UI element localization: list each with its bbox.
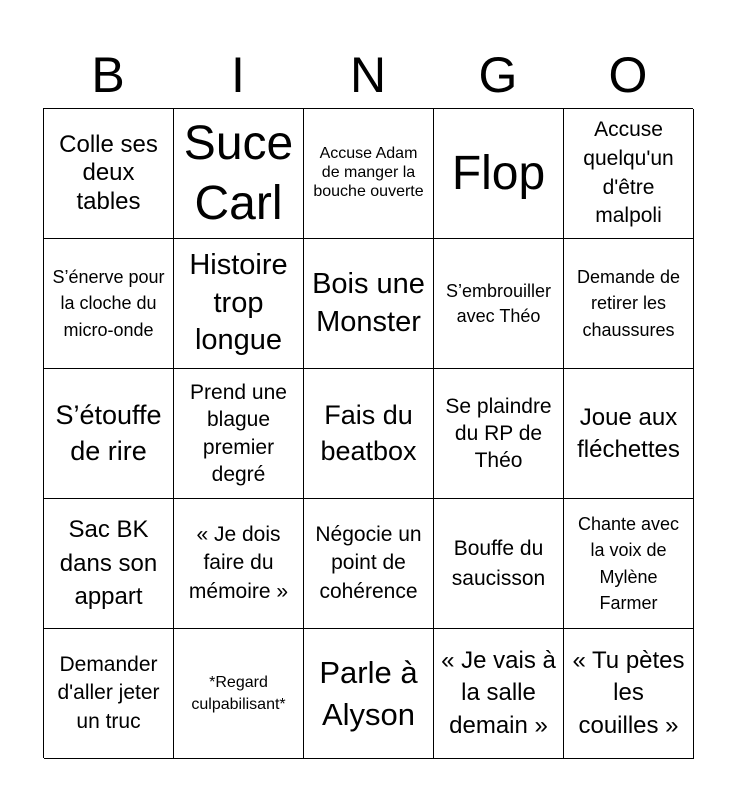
header-letter-i: I	[231, 47, 245, 103]
cell-text: Flop	[451, 146, 546, 200]
header-letter-g: G	[478, 47, 518, 103]
cell-text: Parle à Alyson	[319, 654, 418, 732]
header-letter-b: B	[91, 47, 125, 103]
bingo-cell[interactable]	[304, 369, 434, 499]
bingo-header	[43, 42, 693, 108]
cell-text: Se plaindre du RP de Théo	[445, 394, 552, 473]
bingo-cell[interactable]	[434, 629, 564, 759]
bingo-cell[interactable]	[564, 369, 694, 499]
bingo-cell[interactable]	[44, 369, 174, 499]
cell-text: S’étouffe de rire	[55, 400, 162, 466]
cell-text: Suce Carl	[183, 116, 294, 230]
cell-text: « Tu pètes les couilles »	[572, 646, 685, 739]
bingo-cell[interactable]	[304, 499, 434, 629]
cell-text: Demander d'aller jeter un truc	[57, 652, 160, 733]
cell-text: S’embrouiller avec Théo	[445, 281, 552, 326]
cell-text: Fais du beatbox	[320, 400, 417, 466]
header-letter-n: N	[349, 47, 387, 103]
cell-text: « Je dois faire du mémoire »	[188, 522, 289, 603]
cell-text: Joue aux fléchettes	[577, 404, 680, 463]
bingo-cell[interactable]	[434, 369, 564, 499]
bingo-cell[interactable]	[434, 499, 564, 629]
cell-text: Sac BK dans son appart	[59, 516, 158, 611]
bingo-cell[interactable]	[564, 109, 694, 239]
bingo-cell[interactable]	[304, 109, 434, 239]
bingo-cell[interactable]	[434, 239, 564, 369]
cell-text: Colle ses deux tables	[59, 131, 158, 215]
cell-text: *Regard culpabilisant*	[191, 673, 286, 713]
cell-text: Bois une Monster	[312, 267, 425, 338]
bingo-cell[interactable]	[174, 369, 304, 499]
cell-text: S’énerve pour la cloche du micro-onde	[52, 267, 165, 340]
bingo-grid	[43, 108, 693, 758]
cell-text: Prend une blague premier degré	[190, 380, 287, 486]
cell-text: Négocie un point de cohérence	[315, 522, 422, 603]
bingo-cell[interactable]	[44, 109, 174, 239]
bingo-cell[interactable]	[44, 239, 174, 369]
cell-text: Bouffe du saucisson	[451, 537, 546, 590]
bingo-cell[interactable]	[564, 629, 694, 759]
cell-text: Accuse quelqu'un d'être malpoli	[583, 117, 674, 228]
bingo-cell[interactable]	[174, 629, 304, 759]
cell-text: Demande de retirer les chaussures	[576, 267, 681, 340]
cell-text: Accuse Adam de manger la bouche ouverte	[313, 145, 424, 200]
bingo-cell[interactable]	[304, 239, 434, 369]
bingo-cell[interactable]	[174, 109, 304, 239]
bingo-cell[interactable]	[174, 239, 304, 369]
cell-text: « Je vais à la salle demain »	[441, 646, 556, 739]
cell-text: Histoire trop longue	[189, 248, 288, 357]
header-letter-o: O	[608, 47, 648, 103]
bingo-cell[interactable]	[434, 109, 564, 239]
cell-text: Chante avec la voix de Mylène Farmer	[577, 514, 680, 613]
bingo-cell[interactable]	[304, 629, 434, 759]
bingo-cell[interactable]	[564, 499, 694, 629]
bingo-cell[interactable]	[564, 239, 694, 369]
bingo-cell[interactable]	[44, 499, 174, 629]
bingo-cell[interactable]	[44, 629, 174, 759]
bingo-cell[interactable]	[174, 499, 304, 629]
